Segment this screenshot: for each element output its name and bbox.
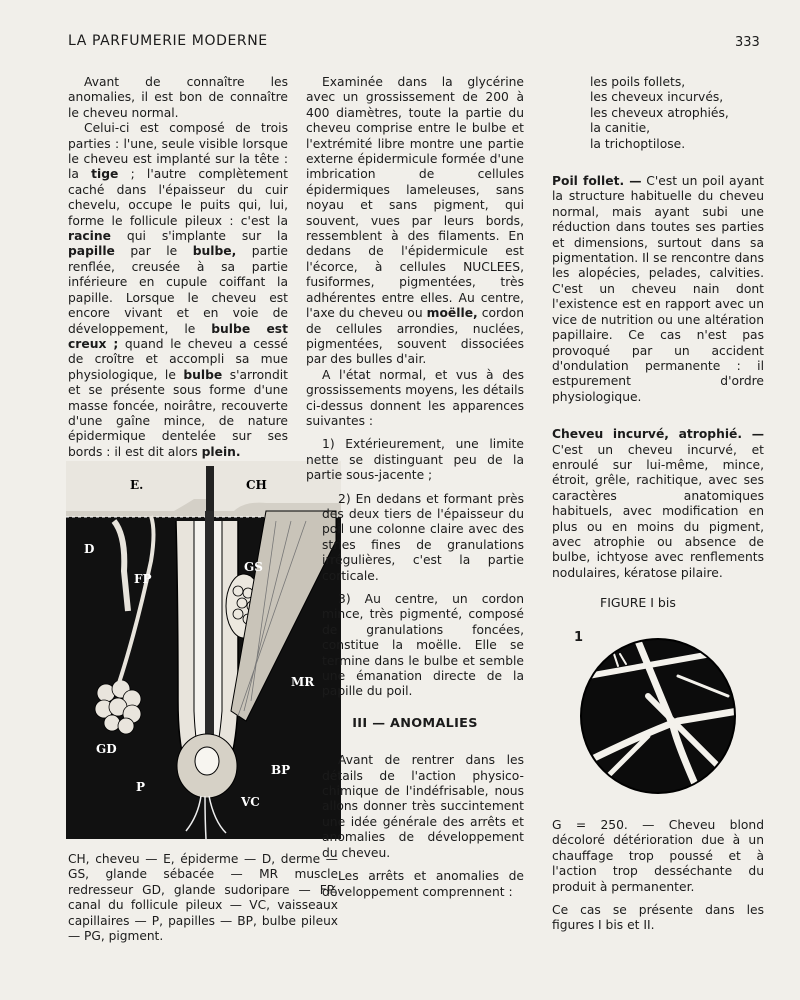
- paragraph-poil-follet: Poil follet. — C'est un poil ayant la structure habituelle du cheveu normal, mais ayant subi une réduction dans toutes ses parties et dimensions, surtout dans sa pigmentation. Il se rencontre dans les alopécies, pelades, calvities. C'est un cheveu nain dont l'existence est en rapport avec un vice de nutrition ou une altération papillaire. Ce cas n'est pas provoqué par un accident d'ondulation permanente : il estpurement d'ordre physiologique.: [552, 174, 764, 404]
- paragraph-g250: G = 250. — Cheveu blond décoloré détérioration due à un chauffage trop poussé et à l'action trop desséchante du produit à permanenter.: [552, 818, 764, 894]
- item-3: 3) Au centre, un cordon mince, très pigmenté, composé de granulations foncées, constitue la moëlle. Elle se termine dans le bulbe et semble une émanation directe de la papille du poil.: [322, 592, 524, 699]
- running-header: LA PARFUMERIE MODERNE: [68, 33, 268, 49]
- list-item: les cheveux incurvés,: [590, 90, 724, 105]
- item-1: 1) Extérieurement, une limite nette se distinguant peu de la partie sous-jacente ;: [306, 437, 524, 483]
- paragraph-etat-normal: A l'état normal, et vus à des grossissements moyens, les détails ci-dessus donnent les apparences suivantes :: [306, 367, 524, 428]
- paragraph-avant: Avant de rentrer dans les détails de l'action physico-chimique de l'indéfrisable, nous allons donner très succintement une idée générale des arrêts et anomalies de développement du cheveu.: [322, 753, 524, 860]
- paragraph-intro: Avant de connaître les anomalies, il est bon de connaître le cheveu normal.: [68, 75, 288, 120]
- paragraph-glycerine: Examinée dans la glycérine avec un grossissement de 200 à 400 diamètres, toute la partie du cheveu comprise entre le bulbe et l'extrémité libre montre une partie externe épidermicule formée d'une imbrication de cellules épidermiques lameleuses, sans noyau et sans pigment, qui souvent, vues par leurs bords, ressemblent à des filaments. En dedans de l'épidermicule est l'écorce, à cellules NUCLEES, fusiformes, pigmentées, très adhérentes entre elles. Au centre, l'axe du cheveu ou moëlle, cordon de cellules arrondies, nuclées, pigmentées, souvent dissociées par des bulles d'air.: [306, 75, 524, 367]
- column-1: [68, 75, 288, 484]
- label-d: D: [84, 542, 95, 556]
- label-bp: BP: [271, 763, 291, 777]
- list-item: les poils follets,: [590, 75, 686, 89]
- paragraph-ce-cas: Ce cas se présente dans les figures I bis et II.: [552, 903, 764, 933]
- page-number: 333: [735, 35, 760, 50]
- list-item: la canitie,: [590, 121, 651, 136]
- column-3: [542, 75, 764, 581]
- hair-micrograph-figure: [578, 636, 738, 796]
- list-item: la trichoptilose.: [590, 136, 686, 151]
- label-mr: MR: [291, 675, 315, 689]
- paragraph-arrets: Les arrêts et anomalies de développement comprennent :: [322, 869, 524, 899]
- paragraph-cheveu-incurve: Cheveu incurvé, atrophié. — C'est un cheveu incurvé, et enroulé sur lui-même, mince, étroit, grêle, rachitique, avec ses caractères anatomiques habituels, avec modification en plus ou en moins du pigment, avec atrophie ou absence de bulbe, ichtyose avec renflements nodulaires, kératose pilaire.: [552, 427, 764, 580]
- label-gs: GS: [244, 560, 263, 574]
- figure-caption: CH, cheveu — E, épiderme — D, derme — GS, glande sébacée — MR muscle redresseur GD, glande sudoripare — FP, canal du follicule pileux — VC, vaisseaux capillaires — P, papilles — BP, bulbe pileux — PG, pigment.: [68, 852, 338, 944]
- figure-1bis-title: FIGURE I bis: [600, 595, 676, 610]
- paragraph-structure: Celui-ci est composé de trois parties : l'une, seule visible lorsque le cheveu est implanté sur la tête : la tige ; l'autre complètement caché dans l'épaisseur du cuir chevelu, occupe le puits qui, lui, forme le follicule pileux : c'est la racine qui s'implante sur la papille par le bulbe, partie renflée, creusée à sa partie inférieure en cupule coiffant la papille. Lorsque le cheveu est encore vivant et en voie de développement, le bulbe est creux ; quand le cheveu a cessé de croître et accompli sa mue physiologique, le bulbe s'arrondit et se présente sous forme d'une masse foncée, noirâtre, recouverte d'une gaîne mince, de nature épidermique dentelée sur ses bords : il est dit alors plein.: [68, 121, 289, 459]
- list-item: les cheveux atrophiés,: [590, 105, 729, 120]
- column-2: [306, 75, 524, 900]
- label-vc: VC: [241, 795, 260, 809]
- label-ch: CH: [246, 478, 267, 492]
- section-title-anomalies: III — ANOMALIES: [352, 715, 478, 731]
- label-gd: GD: [96, 742, 117, 756]
- anomalies-list: [590, 75, 764, 152]
- item-2: 2) En dedans et formant près des deux tiers de l'épaisseur du poil une colonne claire avec des stries fines de granulations irrégulières, c'est la partie corticale.: [322, 491, 524, 583]
- hair-follicle-figure: [66, 461, 341, 839]
- label-p: P: [136, 780, 146, 794]
- figure-1bis-caption: [552, 818, 764, 934]
- label-fp: FP: [134, 572, 152, 586]
- figure-1bis-number: 1: [574, 630, 584, 645]
- label-e: E.: [130, 478, 144, 492]
